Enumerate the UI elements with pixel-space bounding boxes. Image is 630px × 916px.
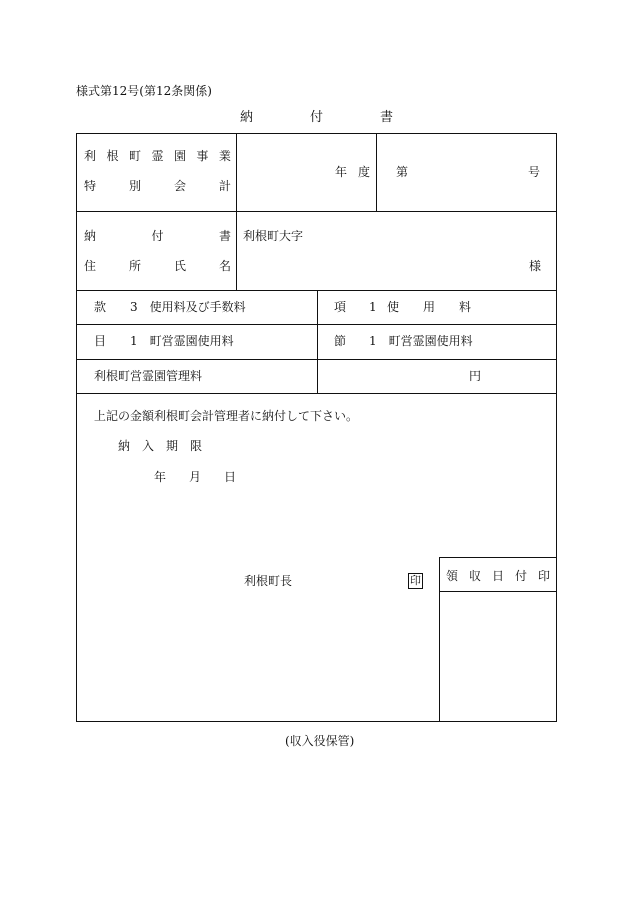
char: 年 [335,165,348,179]
char: 入 [141,439,154,453]
char: 印 [537,569,550,583]
char: 領 [446,569,459,583]
receipt-box-left [439,557,440,722]
seal-mark: 印 [410,574,421,587]
setsu-label: 節 [334,334,347,348]
char: 霊 [151,149,164,163]
kan-label: 款 [94,300,107,314]
char: 特 [84,179,97,193]
account-name-line1 [84,150,231,162]
receipt-box-top [439,557,557,558]
label-column-divider [236,134,237,290]
char: 会 [173,179,186,193]
row-divider [77,393,557,394]
title-char: 付 [309,110,323,125]
receipt-date-seal-label [446,570,550,582]
instruction-text: 上記の金額利根町会計管理者に納付して下さい。 [94,409,359,423]
title-char: 書 [379,110,393,125]
receipt-box-divider [439,591,557,592]
char: 付 [151,229,164,243]
char: 用 [422,300,435,314]
yen-unit: 円 [469,369,482,383]
dai-label: 第 [396,165,409,179]
kou-number: 1 [369,300,377,314]
kan-value: 3 使用料及び手数料 [130,300,246,314]
char: 事 [196,149,209,163]
char: 日 [223,470,236,484]
char: 度 [357,165,370,179]
go-label: 号 [528,165,541,179]
char: 納 [84,229,97,243]
account-name-line2 [84,180,231,192]
char: 料 [458,300,471,314]
document-title [240,111,393,124]
char: 業 [218,149,231,163]
char: 収 [468,569,481,583]
moku-value: 1 町営霊園使用料 [130,334,234,348]
fee-label: 利根町営霊園管理料 [94,369,203,383]
char: 日 [491,569,504,583]
sama-suffix: 様 [529,259,542,273]
char: 根 [106,149,119,163]
mayor-title: 利根町長 [244,574,293,588]
char: 利 [84,149,97,163]
char: 限 [189,439,202,453]
char: 所 [128,259,141,273]
moku-label: 目 [94,334,107,348]
char: 書 [218,229,231,243]
setsu-value: 1 町営霊園使用料 [369,334,473,348]
char: 年 [154,470,167,484]
char: 計 [218,179,231,193]
char: 月 [188,470,201,484]
char: 期 [165,439,178,453]
char: 園 [173,149,186,163]
char: 付 [514,569,527,583]
payer-address: 利根町大字 [243,229,304,243]
deadline-date [154,471,236,483]
deadline-label [118,440,202,452]
payer-label-line1 [84,230,231,242]
fiscal-year-label [335,166,370,178]
char: 住 [84,259,97,273]
char: 納 [118,439,131,453]
title-char: 納 [240,110,254,125]
form-number: 様式第12号(第12条関係) [76,84,212,98]
char: 使 [387,300,400,314]
payment-slip-form [76,133,557,722]
char: 名 [218,259,231,273]
payer-label-line2 [84,260,231,272]
char: 別 [128,179,141,193]
number-column-divider [376,134,377,211]
budget-column-divider [317,290,318,393]
keeper-note: (収入役保管) [285,734,355,748]
char: 氏 [173,259,186,273]
row-divider [77,211,557,212]
kou-value [387,301,471,313]
char: 町 [128,149,141,163]
kou-label: 項 [334,300,347,314]
